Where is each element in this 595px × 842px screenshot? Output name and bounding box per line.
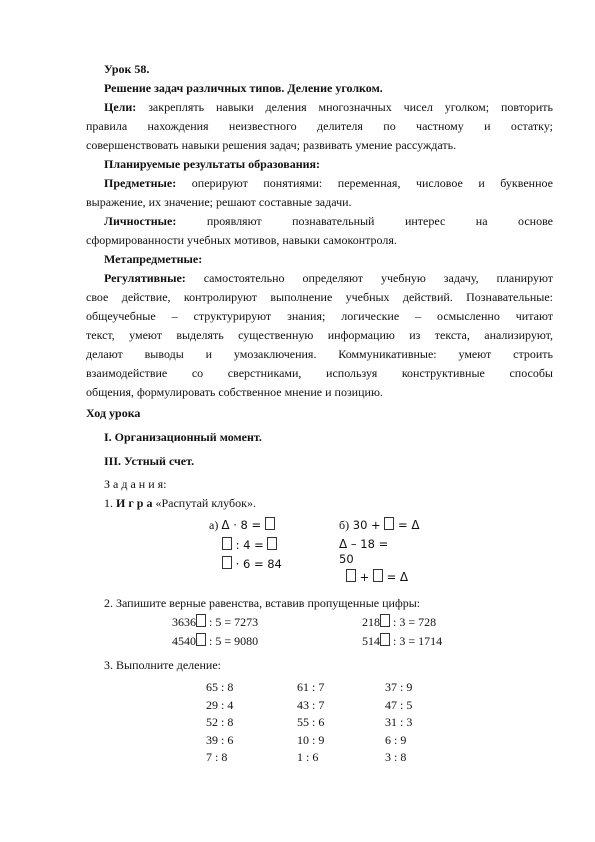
task1-b-row-4: + = Δ xyxy=(346,568,408,586)
personal-label: Личностные: xyxy=(104,214,177,228)
division-item: 7 : 8 xyxy=(206,750,228,764)
task3-column-3 xyxy=(385,679,412,767)
triangle-icon: Δ xyxy=(411,518,420,532)
task3-column-1 xyxy=(206,679,233,767)
goals-line-2: правила нахождения неизвестного делителя по частному и остатку; xyxy=(86,119,553,133)
task1-b-row-2: Δ – 18 = xyxy=(339,537,389,551)
meta-heading: Метапредметные: xyxy=(104,252,203,266)
task1-a-row-3: · 6 = 84 xyxy=(222,555,282,573)
results-heading: Планируемые результаты образования: xyxy=(104,157,321,171)
empty-square-icon xyxy=(373,569,383,582)
division-item: 31 : 3 xyxy=(385,715,413,729)
division-item: 52 : 8 xyxy=(206,715,234,729)
triangle-icon: Δ xyxy=(221,518,230,532)
division-item: 37 : 9 xyxy=(385,680,413,694)
personal-line-1: Личностные: проявляют познавательный интерес на основе xyxy=(104,214,553,228)
empty-square-icon xyxy=(380,633,390,646)
lesson-topic: Решение задач различных типов. Деление уголком. xyxy=(104,81,383,95)
division-item: 55 : 6 xyxy=(297,715,325,729)
goals-line-3: совершенствовать навыки решения задач; развивать умение рассуждать. xyxy=(86,138,457,152)
task1-game: И г р а xyxy=(116,496,153,510)
subject-line-2: выражение, их значение; решают составные задачи. xyxy=(86,195,352,209)
empty-square-icon xyxy=(384,517,394,530)
empty-square-icon xyxy=(222,537,232,550)
empty-square-icon xyxy=(196,614,206,627)
division-item: 6 : 9 xyxy=(385,732,407,747)
task2-eq-1: 3636 : 5 = 7273 xyxy=(172,615,259,629)
meta-line-2: свое действие, контролируют выполнение учебных действий. Познавательные: xyxy=(86,290,553,304)
empty-square-icon xyxy=(265,517,275,530)
division-item: 47 : 5 xyxy=(385,697,413,712)
goals-label: Цели: xyxy=(104,100,137,114)
meta-line-7: общения, формулировать собственное мнение и позицию. xyxy=(86,385,383,399)
task2-eq-4: 514 : 3 = 1714 xyxy=(362,634,443,648)
triangle-icon: Δ xyxy=(339,537,348,551)
meta-line-6: взаимодействие со сверстниками, используя конструктивные способы xyxy=(86,366,553,380)
triangle-icon: Δ xyxy=(399,570,409,584)
lesson-title: Урок 58. xyxy=(104,62,150,76)
division-item: 1 : 6 xyxy=(297,750,319,764)
subject-line-1: Предметные: оперируют понятиями: переменная, числовое и буквенное xyxy=(104,176,553,190)
task2-eq-3: 4540 : 5 = 9080 xyxy=(172,634,259,648)
course-heading: Ход урока xyxy=(86,406,141,420)
task2-eq-2: 218 : 3 = 728 xyxy=(362,615,437,629)
task1-title: 1. И г р а «Распутай клубок». xyxy=(104,496,256,510)
meta-line-1: Регулятивные: самостоятельно определяют учебную задачу, планируют xyxy=(104,271,553,285)
subject-label: Предметные: xyxy=(104,176,177,190)
division-item: 65 : 8 xyxy=(206,680,234,694)
empty-square-icon xyxy=(346,569,356,582)
task1-b-row-3: 50 xyxy=(339,552,354,566)
division-item: 39 : 6 xyxy=(206,732,234,747)
division-item: 61 : 7 xyxy=(297,680,325,694)
empty-square-icon xyxy=(267,537,277,550)
meta-label: Регулятивные: xyxy=(104,271,186,285)
division-item: 10 : 9 xyxy=(297,732,325,747)
task3-title: 3. Выполните деление: xyxy=(104,658,221,672)
task1-a-row-1: а) Δ · 8 = xyxy=(209,516,275,534)
task3-column-2 xyxy=(297,679,324,767)
section-oral: III. Устный счет. xyxy=(104,454,195,468)
empty-square-icon xyxy=(196,633,206,646)
personal-line-2: сформированности учебных мотивов, навыки самоконтроля. xyxy=(86,233,397,247)
task1-b-row-1: б) 30 + = Δ xyxy=(339,518,420,532)
meta-line-3: общеучебные – структурируют знания; логические – осмысленно читают xyxy=(86,309,553,323)
meta-line-4: текст, умеют выделять существенную информацию из текста, анализируют, xyxy=(86,328,553,342)
task2-title: 2. Запишите верные равенства, вставив пропущенные цифры: xyxy=(104,596,421,610)
goals-line-1: Цели: закреплять навыки деления многозначных чисел уголком; повторить xyxy=(104,100,553,114)
division-item: 3 : 8 xyxy=(385,750,407,764)
meta-line-5: делают выводы и умозаключения. Коммуникативные: умеют строить xyxy=(86,347,553,361)
tasks-label: З а д а н и я: xyxy=(104,477,167,491)
section-org: I. Организационный момент. xyxy=(104,430,262,444)
empty-square-icon xyxy=(222,556,232,569)
empty-square-icon xyxy=(380,614,390,627)
task1-a-row-2: : 4 = xyxy=(222,536,277,554)
division-item: 29 : 4 xyxy=(206,697,234,712)
division-item: 43 : 7 xyxy=(297,697,325,712)
